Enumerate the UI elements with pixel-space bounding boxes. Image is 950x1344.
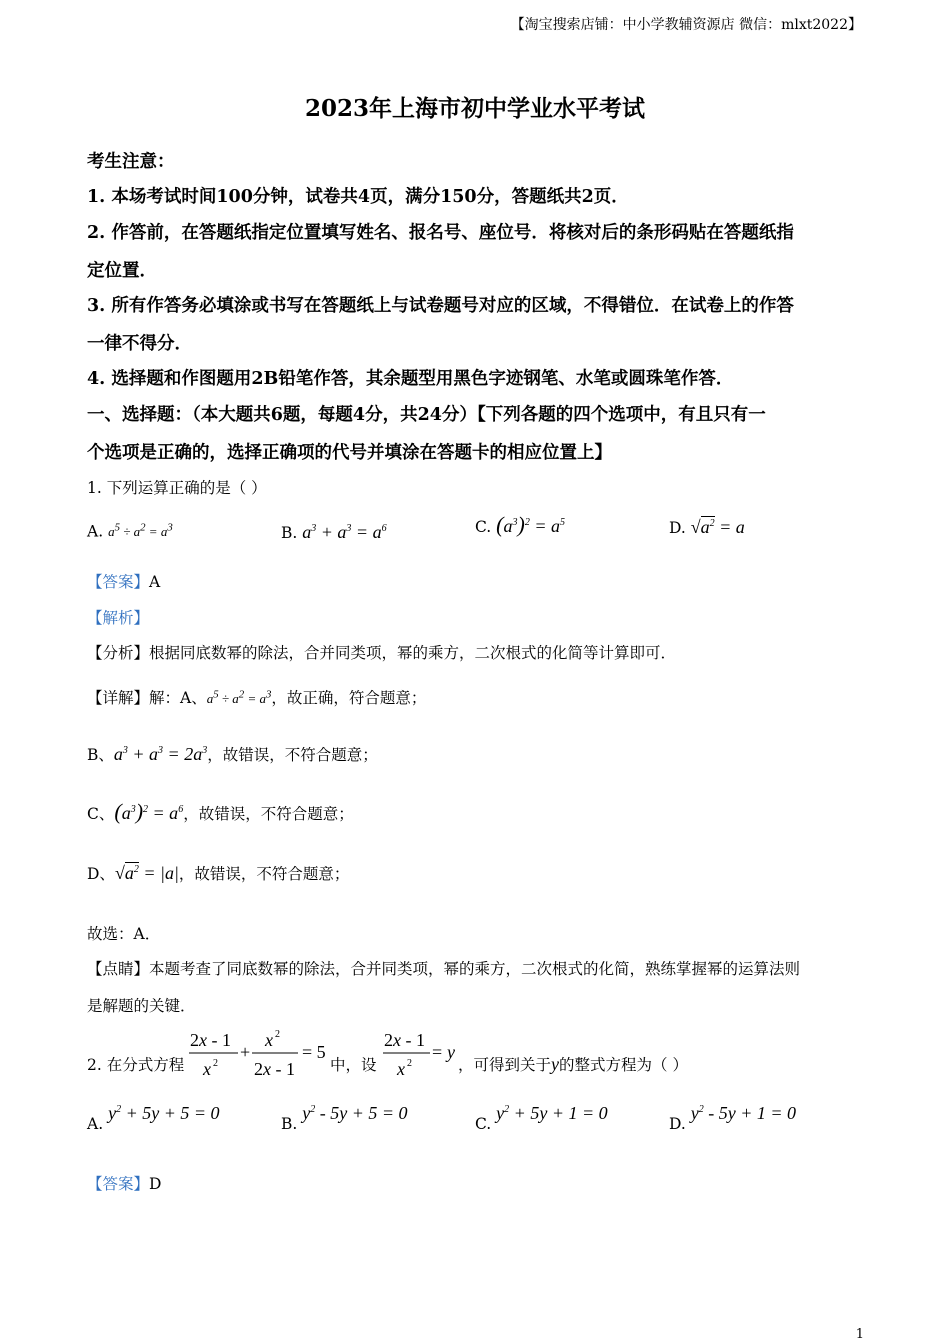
- q2-stem-start: 2. 在分式方程: [87, 1056, 185, 1074]
- detail-tail: ，故错误，不符合题意；: [178, 865, 350, 883]
- q2-equation: [186, 1026, 332, 1082]
- notice-item-3: 3. 所有作答务必填涂或书写在答题纸上与试卷题号对应的区域，不得错位．在试卷上的作答: [87, 296, 794, 316]
- svg-text:2x - 1: 2x - 1: [254, 1059, 295, 1079]
- math-expression: $√a^2 = a$: [690, 517, 745, 537]
- math-expression: $(a^3)^2 = a^6$: [114, 799, 184, 824]
- section-heading: 一、选择题：（本大题共6题，每题4分，共24分）【下列各题的四个选项中，有且只有一: [87, 405, 766, 425]
- math-expression: $y^2 + 5y + 5 = 0$: [108, 1103, 220, 1123]
- svg-text:y: y: [447, 1042, 455, 1062]
- svg-text:x: x: [397, 1059, 405, 1079]
- answer-tag: 【答案】: [87, 573, 150, 591]
- q2-stem-mid: 中，设: [330, 1056, 377, 1074]
- stem-text: ，可得到关于: [458, 1056, 552, 1074]
- svg-text:+: +: [240, 1042, 251, 1062]
- detail-tail: ，故错误，不符合题意；: [183, 805, 354, 823]
- q1-fenxi: [87, 641, 676, 663]
- page-header: 【淘宝搜索店铺：中小学教辅资源店 微信：mlxt2022】: [510, 17, 862, 33]
- notice-item-3-cont: 一律不得分．: [87, 334, 192, 354]
- page-title: 2023年上海市初中学业水平考试: [304, 95, 645, 122]
- page-number: 1: [855, 1327, 864, 1342]
- detail-prefix: C、: [87, 805, 115, 823]
- answer-tag: 【答案】: [87, 1175, 150, 1193]
- math-expression: $√a^2 = |a|$: [114, 863, 179, 883]
- q1-detail-d: [87, 862, 349, 884]
- q2-answer: [87, 1172, 161, 1194]
- svg-text:2: 2: [213, 1058, 218, 1069]
- notice-item-1: 1. 本场考试时间100分钟，试卷共4页，满分150分，答题纸共2页．: [87, 187, 629, 207]
- svg-text:2x - 1: 2x - 1: [384, 1030, 425, 1050]
- q1-option-a[interactable]: [87, 522, 173, 540]
- detail-tag: 【详解】: [87, 689, 150, 707]
- q1-choose: 故选：A．: [87, 925, 161, 943]
- q1-answer: [87, 570, 160, 592]
- q1-analysis-tag: 【解析】: [87, 609, 150, 627]
- math-expression: $a^3 + a^3 = a^6$: [302, 522, 387, 542]
- option-label: A.: [87, 522, 104, 541]
- svg-text:= 5: = 5: [302, 1042, 326, 1062]
- q1-detail-c: [87, 799, 354, 825]
- q2-option-a[interactable]: [87, 1103, 220, 1134]
- math-expression: $a^3 + a^3 = 2a^3$: [113, 744, 208, 764]
- option-label: C.: [475, 1115, 492, 1133]
- detail-tail: ，故正确，符合题意；: [271, 689, 427, 707]
- option-label: D.: [669, 519, 686, 537]
- stem-text: 的整式方程为（ ）: [559, 1056, 688, 1074]
- detail-tail: ，故错误，不符合题意；: [207, 746, 378, 764]
- q2-option-c[interactable]: [475, 1103, 608, 1134]
- option-label: D.: [669, 1115, 686, 1133]
- detail-prefix: D、: [87, 865, 115, 883]
- option-label: C.: [475, 518, 492, 536]
- notice-item-2-cont: 定位置．: [87, 261, 157, 281]
- section-heading-cont: 个选项是正确的，选择正确项的代号并填涂在答题卡的相应位置上】: [87, 443, 612, 463]
- q1-detail-b: [87, 743, 378, 765]
- math-expression: $a^5 \div a^2 = a^3$: [108, 522, 173, 540]
- svg-text:2: 2: [407, 1058, 412, 1069]
- answer-value: A: [149, 573, 161, 591]
- comment-tag: 【点睛】: [87, 960, 150, 978]
- option-label: B.: [281, 1115, 298, 1133]
- detail-prefix: 解：A、: [149, 689, 207, 707]
- q1-stem: 1. 下列运算正确的是（ ）: [87, 479, 267, 497]
- q2-option-b[interactable]: [281, 1103, 408, 1134]
- svg-text:x: x: [265, 1030, 273, 1050]
- q1-comment: [87, 957, 800, 979]
- q2-stem-end: [458, 1053, 688, 1075]
- notice-item-2: 2. 作答前，在答题纸指定位置填写姓名、报名号、座位号．将核对后的条形码贴在答题纸指: [87, 223, 794, 243]
- math-expression: $y^2 - 5y + 5 = 0$: [302, 1103, 408, 1123]
- q1-detail: [87, 686, 426, 708]
- q1-comment-cont: 是解题的关键．: [87, 997, 196, 1015]
- answer-value: D: [149, 1175, 162, 1193]
- stem-variable: y: [551, 1054, 560, 1074]
- q1-option-c[interactable]: [475, 512, 565, 538]
- notice-item-4: 4. 选择题和作图题用2B铅笔作答，其余题型用黑色字迹钢笔、水笔或圆珠笔作答．: [87, 369, 734, 389]
- q1-option-d[interactable]: [669, 517, 745, 538]
- q2-substitution: [380, 1026, 462, 1082]
- fenxi-text: 根据同底数幂的除法，合并同类项，幂的乘方，二次根式的化简等计算即可．: [149, 644, 677, 662]
- q2-option-d[interactable]: [669, 1103, 797, 1134]
- math-expression: $y^2 - 5y + 1 = 0$: [690, 1103, 797, 1123]
- svg-text:=: =: [432, 1042, 443, 1062]
- math-expression: $y^2 + 5y + 1 = 0$: [496, 1103, 608, 1123]
- fenxi-tag: 【分析】: [87, 644, 150, 662]
- svg-text:x: x: [203, 1059, 211, 1079]
- math-expression: $(a^3)^2 = a^5$: [496, 512, 565, 537]
- math-expression: $a^5 \div a^2 = a^3$: [206, 688, 272, 706]
- option-label: B.: [281, 524, 298, 542]
- comment-text: 本题考查了同底数幂的除法，合并同类项，幂的乘方，二次根式的化简，熟练掌握幂的运算法则: [149, 960, 801, 978]
- q1-option-b[interactable]: [281, 522, 387, 543]
- option-label: A.: [87, 1115, 104, 1133]
- svg-text:2x - 1: 2x - 1: [190, 1030, 231, 1050]
- svg-text:2: 2: [275, 1029, 280, 1040]
- notice-heading: 考生注意：: [87, 152, 175, 172]
- detail-prefix: B、: [87, 746, 114, 764]
